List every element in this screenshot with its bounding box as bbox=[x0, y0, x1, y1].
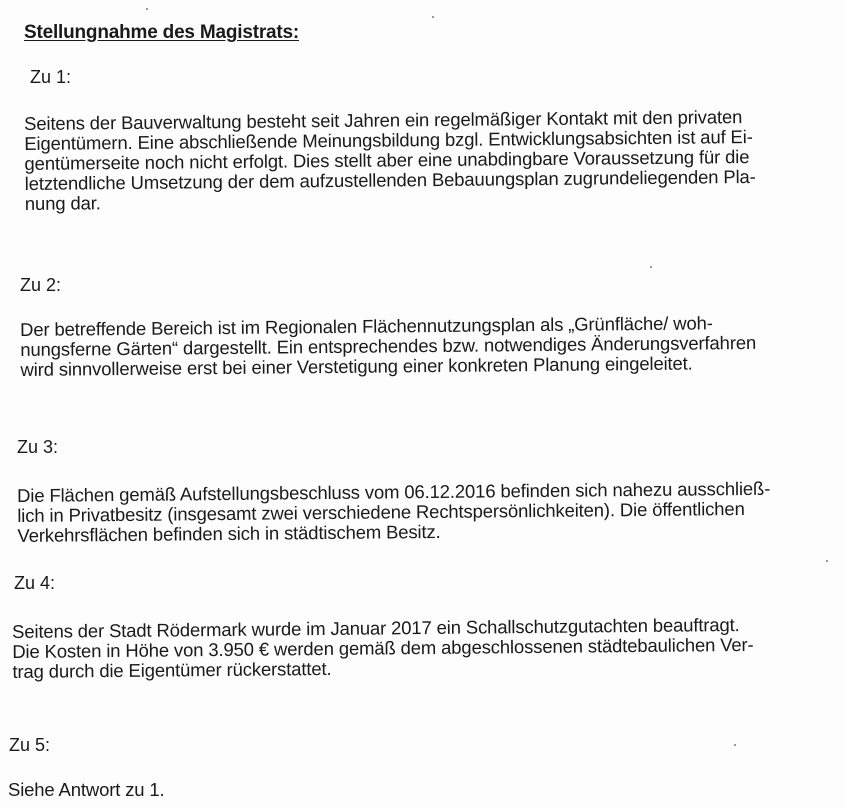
paragraph-line: trag durch die Eigentümer rückerstattet. bbox=[12, 657, 332, 682]
section-2-heading: Zu 2: bbox=[20, 275, 62, 295]
paragraph-line: Seitens der Stadt Rödermark wurde im Januar 2017 ein Schallschutzgutachten beauftragt. bbox=[11, 614, 740, 642]
paragraph-line: Die Flächen gemäß Aufstellungsbeschluss vom 06.12.2016 befinden sich nahezu ausschließ- bbox=[16, 477, 771, 506]
paragraph-line: Die Kosten in Höhe von 3.950 € werden gemäß dem abgeschlossenen städtebaulichen Ver- bbox=[12, 633, 754, 662]
paragraph-line: Eigentümern. Eine abschließende Meinungsbildung bzgl. Entwicklungsabsichten ist auf Ei- bbox=[24, 126, 753, 154]
scan-speck bbox=[826, 560, 828, 562]
section-5-heading: Zu 5: bbox=[9, 735, 51, 755]
section-2-paragraph bbox=[20, 313, 756, 380]
scan-speck bbox=[146, 8, 148, 10]
paragraph-line: gentümerseite noch nicht erfolgt. Dies stellt aber eine unabdingbare Voraussetzung für die bbox=[24, 146, 750, 174]
section-3-paragraph bbox=[17, 479, 771, 546]
scan-speck bbox=[734, 744, 736, 746]
document-title: Stellungnahme des Magistrats: bbox=[24, 22, 300, 43]
paragraph-line: Verkehrsflächen befinden sich in städtischem Besitz. bbox=[17, 520, 441, 546]
paragraph-line: Seitens der Bauverwaltung besteht seit Jahren ein regelmäßiger Kontakt mit den privaten bbox=[23, 106, 743, 134]
section-3-heading: Zu 3: bbox=[17, 437, 59, 457]
scan-speck bbox=[432, 16, 434, 18]
paragraph-line: Siehe Antwort zu 1. bbox=[8, 779, 165, 800]
section-5-paragraph bbox=[8, 780, 165, 800]
section-1-heading: Zu 1: bbox=[30, 67, 72, 87]
section-1-paragraph bbox=[24, 107, 756, 214]
scan-speck bbox=[650, 266, 652, 268]
section-4-paragraph bbox=[12, 615, 754, 682]
paragraph-line: nung dar. bbox=[24, 192, 101, 214]
section-4-heading: Zu 4: bbox=[14, 573, 56, 593]
paragraph-line: letztendliche Umsetzung der dem aufzustellenden Bebauungsplan zugrundeliegenden Pla- bbox=[24, 165, 756, 194]
paragraph-line: Der betreffende Bereich ist im Regionalen Flächennutzungsplan als „Grünfläche/ woh- bbox=[19, 312, 713, 340]
paragraph-line: lich in Privatbesitz (insgesamt zwei verschiedene Rechtspersönlichkeiten). Die öffentlichen bbox=[17, 498, 745, 526]
paragraph-line: nungsferne Gärten“ dargestellt. Ein entsprechendes bzw. notwendiges Änderungsverfahren bbox=[20, 331, 757, 360]
paragraph-line: wird sinnvollerweise erst bei einer Verstetigung einer konkreten Planung eingeleitet. bbox=[20, 352, 693, 380]
